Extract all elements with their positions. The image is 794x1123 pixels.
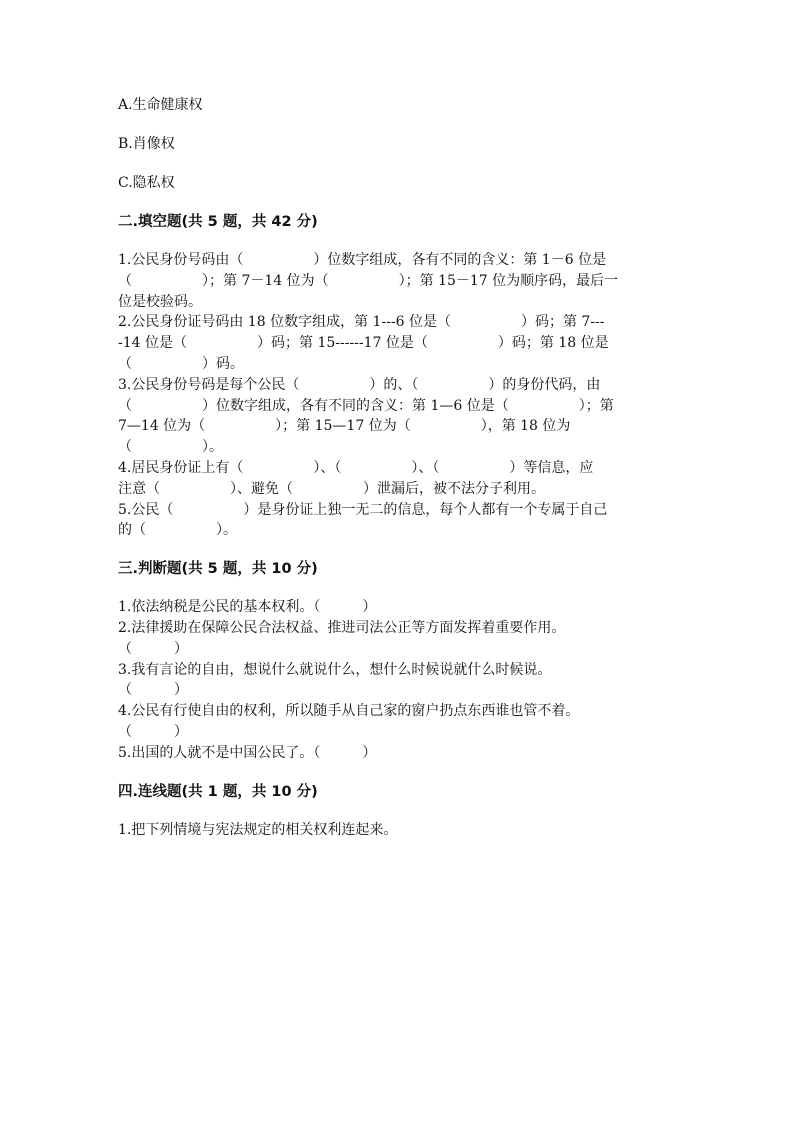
fill-blank-line: 7—14 位为（ ）；第 15—17 位为（ ），第 18 位为 xyxy=(118,418,571,435)
document-content xyxy=(118,95,676,840)
true-false-line: 2.法律援助在保障公民合法权益、推进司法公正等方面发挥着重要作用。 xyxy=(118,619,566,636)
true-false-line: （ ） xyxy=(118,723,188,740)
section-true-false-title: 三.判断题(共 5 题，共 10 分) xyxy=(118,561,318,578)
matching-question: 1.把下列情境与宪法规定的相关权利连起来。 xyxy=(118,821,398,838)
true-false-questions xyxy=(118,597,676,763)
fill-blank-line: 1.公民身份号码由（ ）位数字组成，各有不同的含义：第 1－6 位是 xyxy=(118,252,607,268)
fill-blank-line: （ ）。 xyxy=(118,439,223,456)
true-false-line: （ ） xyxy=(118,640,188,657)
option-b: B.肖像权 xyxy=(118,136,175,152)
fill-blank-line: 5.公民（ ）是身份证上独一无二的信息，每个人都有一个专属于自己 xyxy=(118,501,608,518)
fill-blank-line: 4.居民身份证上有（ ）、（ ）、（ ）等信息，应 xyxy=(118,459,594,476)
fill-blank-line: 的（ ）。 xyxy=(118,522,237,539)
fill-blank-line: 位是校验码。 xyxy=(118,293,202,310)
true-false-line: 5.出国的人就不是中国公民了。（ ） xyxy=(118,744,377,761)
option-a: A.生命健康权 xyxy=(118,97,203,113)
fill-blank-line: （ ）码。 xyxy=(118,355,244,372)
fill-blank-line: 3.公民身份号码是每个公民（ ）的、（ ）的身份代码，由 xyxy=(118,376,601,393)
fill-blank-line: （ ）位数字组成，各有不同的含义：第 1—6 位是（ ）；第 xyxy=(118,397,614,414)
fill-blank-line: 注意（ ）、避免（ ）泄漏后，被不法分子利用。 xyxy=(118,480,545,497)
option-c: C.隐私权 xyxy=(118,175,175,191)
fill-blank-line: （ ）；第 7－14 位为（ ）；第 15－17 位为顺序码，最后一 xyxy=(118,272,619,289)
fill-blank-questions xyxy=(118,250,676,541)
fill-blank-line: 2.公民身份证号码由 18 位数字组成，第 1---6 位是（ ）码；第 7--- xyxy=(118,314,605,331)
fill-blank-line: -14 位是（ ）码；第 15------17 位是（ ）码；第 18 位是 xyxy=(118,335,609,352)
true-false-line: （ ） xyxy=(118,682,188,699)
section-fill-blank-title: 二.填空题(共 5 题，共 42 分) xyxy=(118,214,318,230)
true-false-line: 3.我有言论的自由，想说什么就说什么，想什么时候说就什么时候说。 xyxy=(118,661,552,678)
section-matching-title: 四.连线题(共 1 题，共 10 分) xyxy=(118,783,318,800)
true-false-line: 4.公民有行使自由的权利，所以随手从自己家的窗户扔点东西谁也管不着。 xyxy=(118,703,580,720)
true-false-line: 1.依法纳税是公民的基本权利。（ ） xyxy=(118,599,377,616)
